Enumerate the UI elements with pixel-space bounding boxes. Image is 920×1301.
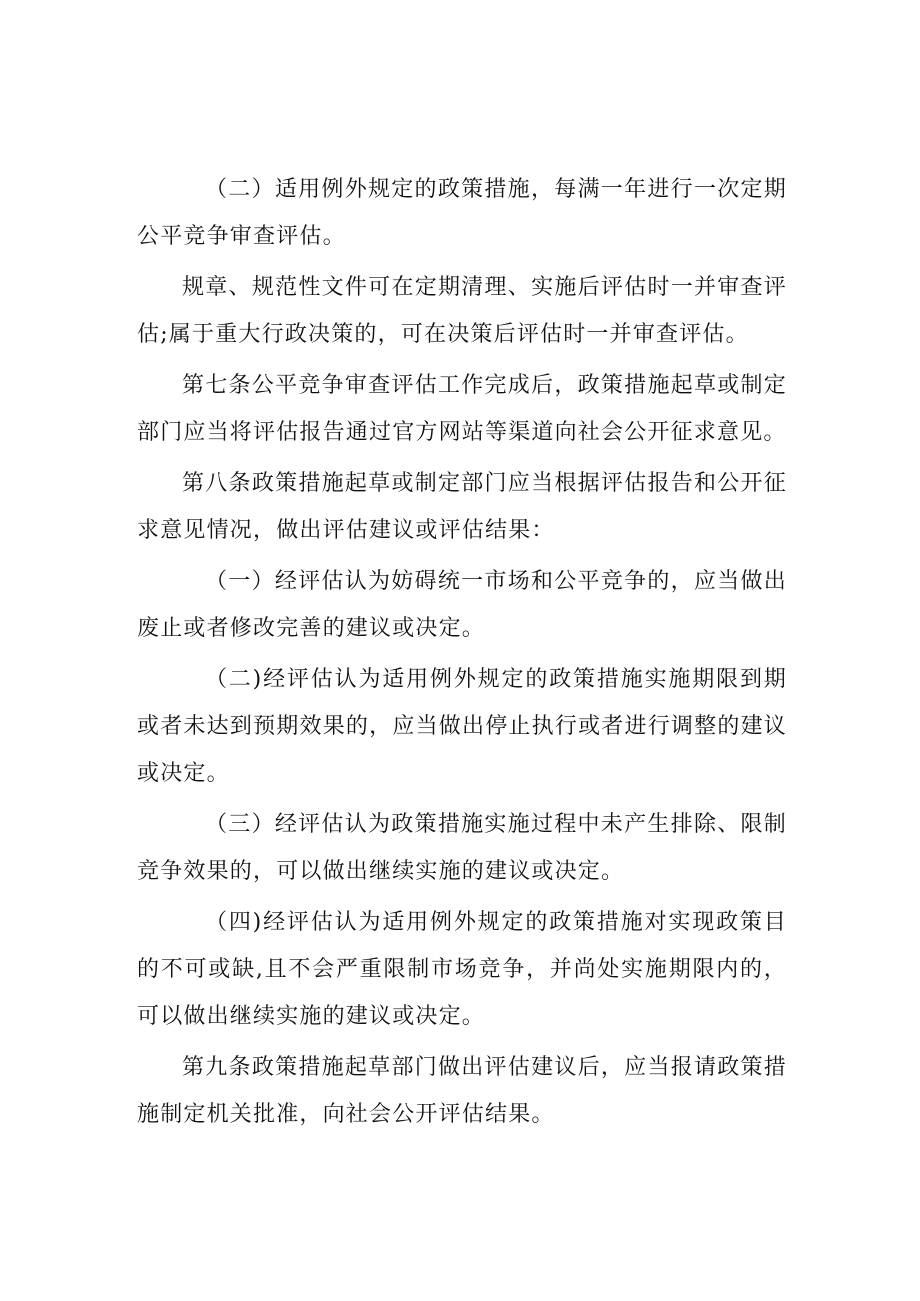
paragraph-item-2-periodic-review: （二）适用例外规定的政策措施，每满一年进行一次定期公平竞争审查评估。 [137, 177, 787, 249]
document-body [137, 166, 787, 1142]
paragraph-article-7: 第七条公平竞争审查评估工作完成后，政策措施起草或制定部门应当将评估报告通过官方网站等渠道向社会公开征求意见。 [137, 373, 787, 445]
paragraph-article-8-item-1: （一）经评估认为妨碍统一市场和公平竞争的，应当做出废止或者修改完善的建议或决定。 [137, 569, 787, 641]
paragraph-article-8-item-4: （四)经评估认为适用例外规定的政策措施对实现政策目的不可或缺,且不会严重限制市场竞争，并尚处实施期限内的，可以做出继续实施的建议或决定。 [137, 910, 787, 1029]
paragraph-article-9: 第九条政策措施起草部门做出评估建议后，应当报请政策措施制定机关批准，向社会公开评估结果。 [137, 1055, 787, 1127]
paragraph-article-8: 第八条政策措施起草或制定部门应当根据评估报告和公开征求意见情况，做出评估建议或评估结果： [137, 471, 787, 543]
paragraph-article-8-item-2: （二)经评估认为适用例外规定的政策措施实施期限到期或者未达到预期效果的，应当做出停止执行或者进行调整的建议或决定。 [137, 667, 787, 786]
paragraph-rules-review: 规章、规范性文件可在定期清理、实施后评估时一并审查评估;属于重大行政决策的，可在决策后评估时一并审查评估。 [137, 275, 787, 347]
paragraph-article-8-item-3: （三）经评估认为政策措施实施过程中未产生排除、限制竞争效果的，可以做出继续实施的建议或决定。 [137, 812, 787, 884]
